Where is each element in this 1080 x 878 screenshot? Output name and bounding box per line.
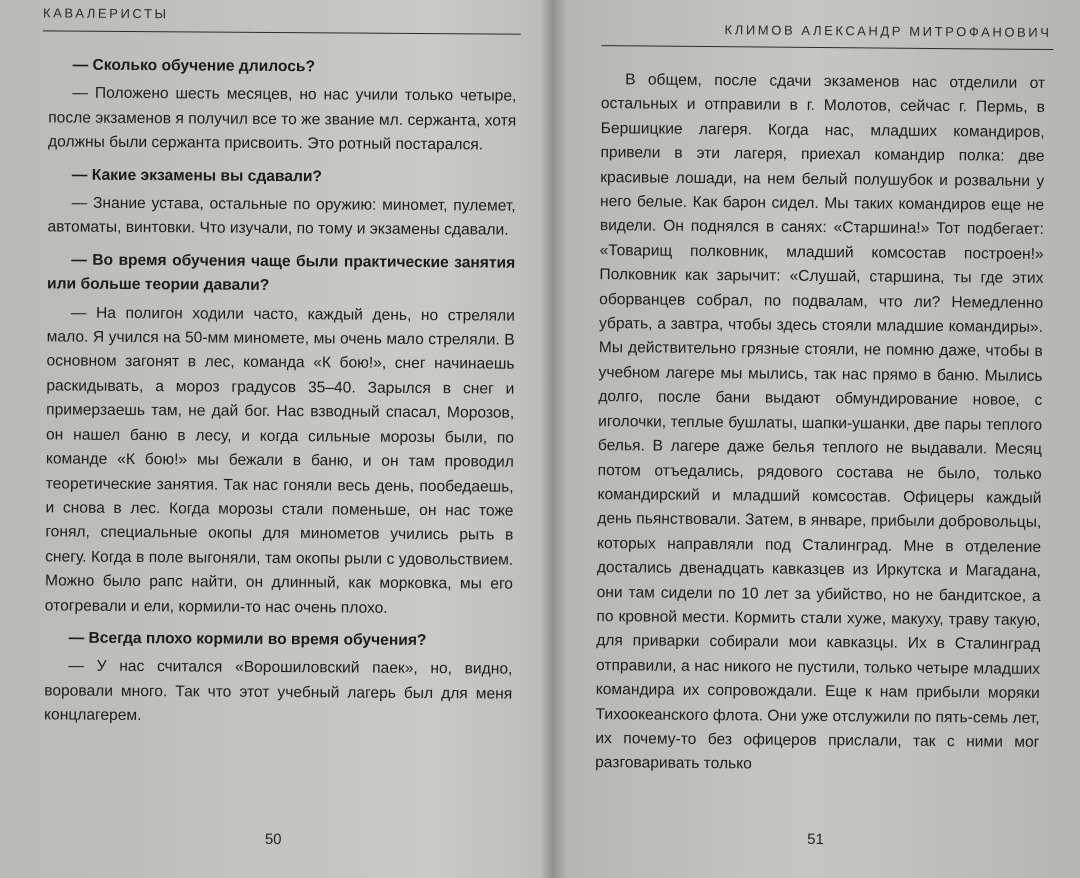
question: — Во время обучения чаще были практические занятия или больше теории давали? (47, 251, 516, 295)
question: — Сколько обучение длилось? (72, 56, 316, 76)
right-page (554, 0, 1080, 878)
running-head-left: КАВАЛЕРИСТЫ (42, 5, 169, 22)
question: — Какие экзамены вы сдавали? (71, 166, 323, 185)
page-number-left: 50 (264, 830, 282, 849)
answer: — Положено шесть месяцев, но нас учили только четыре, после экзаменов я получил все то же звание мл. сержанта, хотя должны были сержанта присвоить. Это ротный постарался. (48, 84, 517, 154)
answer: — На полигон ходили часто, каждый день, но стреляли мало. Я учился на 50-мм миномете, мы очень мало стреляли. В основном загонят в лес, команда «К бою!», снег начинаешь раскидывать, а мороз градусов 35–40. Зарылся в снег и примерзаешь там, не дай бог. Нас взводный спасал, Морозов, он нашел баню в лесу, и когда сильные морозы были, по команде «К бою!» мы бежали в баню, и он там проводил теоретические занятия. Так нас гоняли весь день, пообедаешь, и снова в лес. Когда морозы стали поменьше, он нас тоже гонял, специальные окопы для минометов учились рыть в снегу. Когда в поле выгоняли, там окопы рыли с удовольствием. Можно было рапс найти, он длинный, как морковка, мы его отогревали и ели, кормили-то нас очень плохо. (44, 304, 515, 617)
running-head-right: КЛИМОВ АЛЕКСАНДР МИТРОФАНОВИЧ (724, 22, 1052, 41)
page-number-right: 51 (807, 830, 824, 849)
answer: В общем, после сдачи экзаменов нас отделили от остальных и отправили в г. Молотов, сейчас г. Пермь, в Бершицкие лагеря. Когда нас, младших командиров, привели в эти лагеря, приехал командир полка: две красивые лошади, на нем белый полушубок и розвальни у него белые. Как барон сидел. Мы таких командиров еще не видели. Он поднялся в санях: «Старшина!» Тот подбегает: «Товарищ полковник, младший комсостав построен!» Полковник как зарычит: «Слушай, старшина, ты где этих оборванцев собрал, по подвалам, что ли? Немедленно убрать, а завтра, чтобы здесь стояли младшие командиры». Мы действительно грязные стояли, не помню даже, чтобы в учебном лагере мы мылись, так нас прямо в баню. Мылись долго, после бани выдают обмундирование новое, с иголочки, теплые бушлаты, шапки-ушанки, две пары теплого белья. В лагере даже белья теплого не выдавали. Месяц потом отъедались, рядового состава не было, только командирский и младший комсостав. Офицеры каждый день пьянствовали. Затем, в январе, прибыли добровольцы, которых направляли под Сталинград. Мне в отделение достались двенадцать кавказцев из Иркутска и Магадана, они там сидели по 10 лет за убийство, но не бандитское, а по кровной мести. Кормить стали хуже, макуху, траву такую, для приварки собирали мои кавказцы. Их в Сталинград отправили, а нас никого не пустили, только четыре младших командира их сопровождали. Еще к нам прибыли моряки Тихоокеанского флота. Они уже отслужили по пять-семь лет, их почему-то без офицеров прислали, так с ними мог разговаривать только (595, 71, 1046, 773)
right-page-text (595, 68, 1045, 780)
answer: — У нас считался «Ворошиловский паек», но, видно, воровали много. Так что этот учебный лагерь был для меня концлагерем. (44, 657, 513, 725)
left-page-text (44, 53, 517, 731)
answer: — Знание устава, остальные по оружию: миномет, пулемет, автоматы, винтовки. Что изучали, по тому и экзамены сдавали. (47, 194, 516, 240)
question: — Всегда плохо кормили во время обучения? (68, 629, 427, 649)
